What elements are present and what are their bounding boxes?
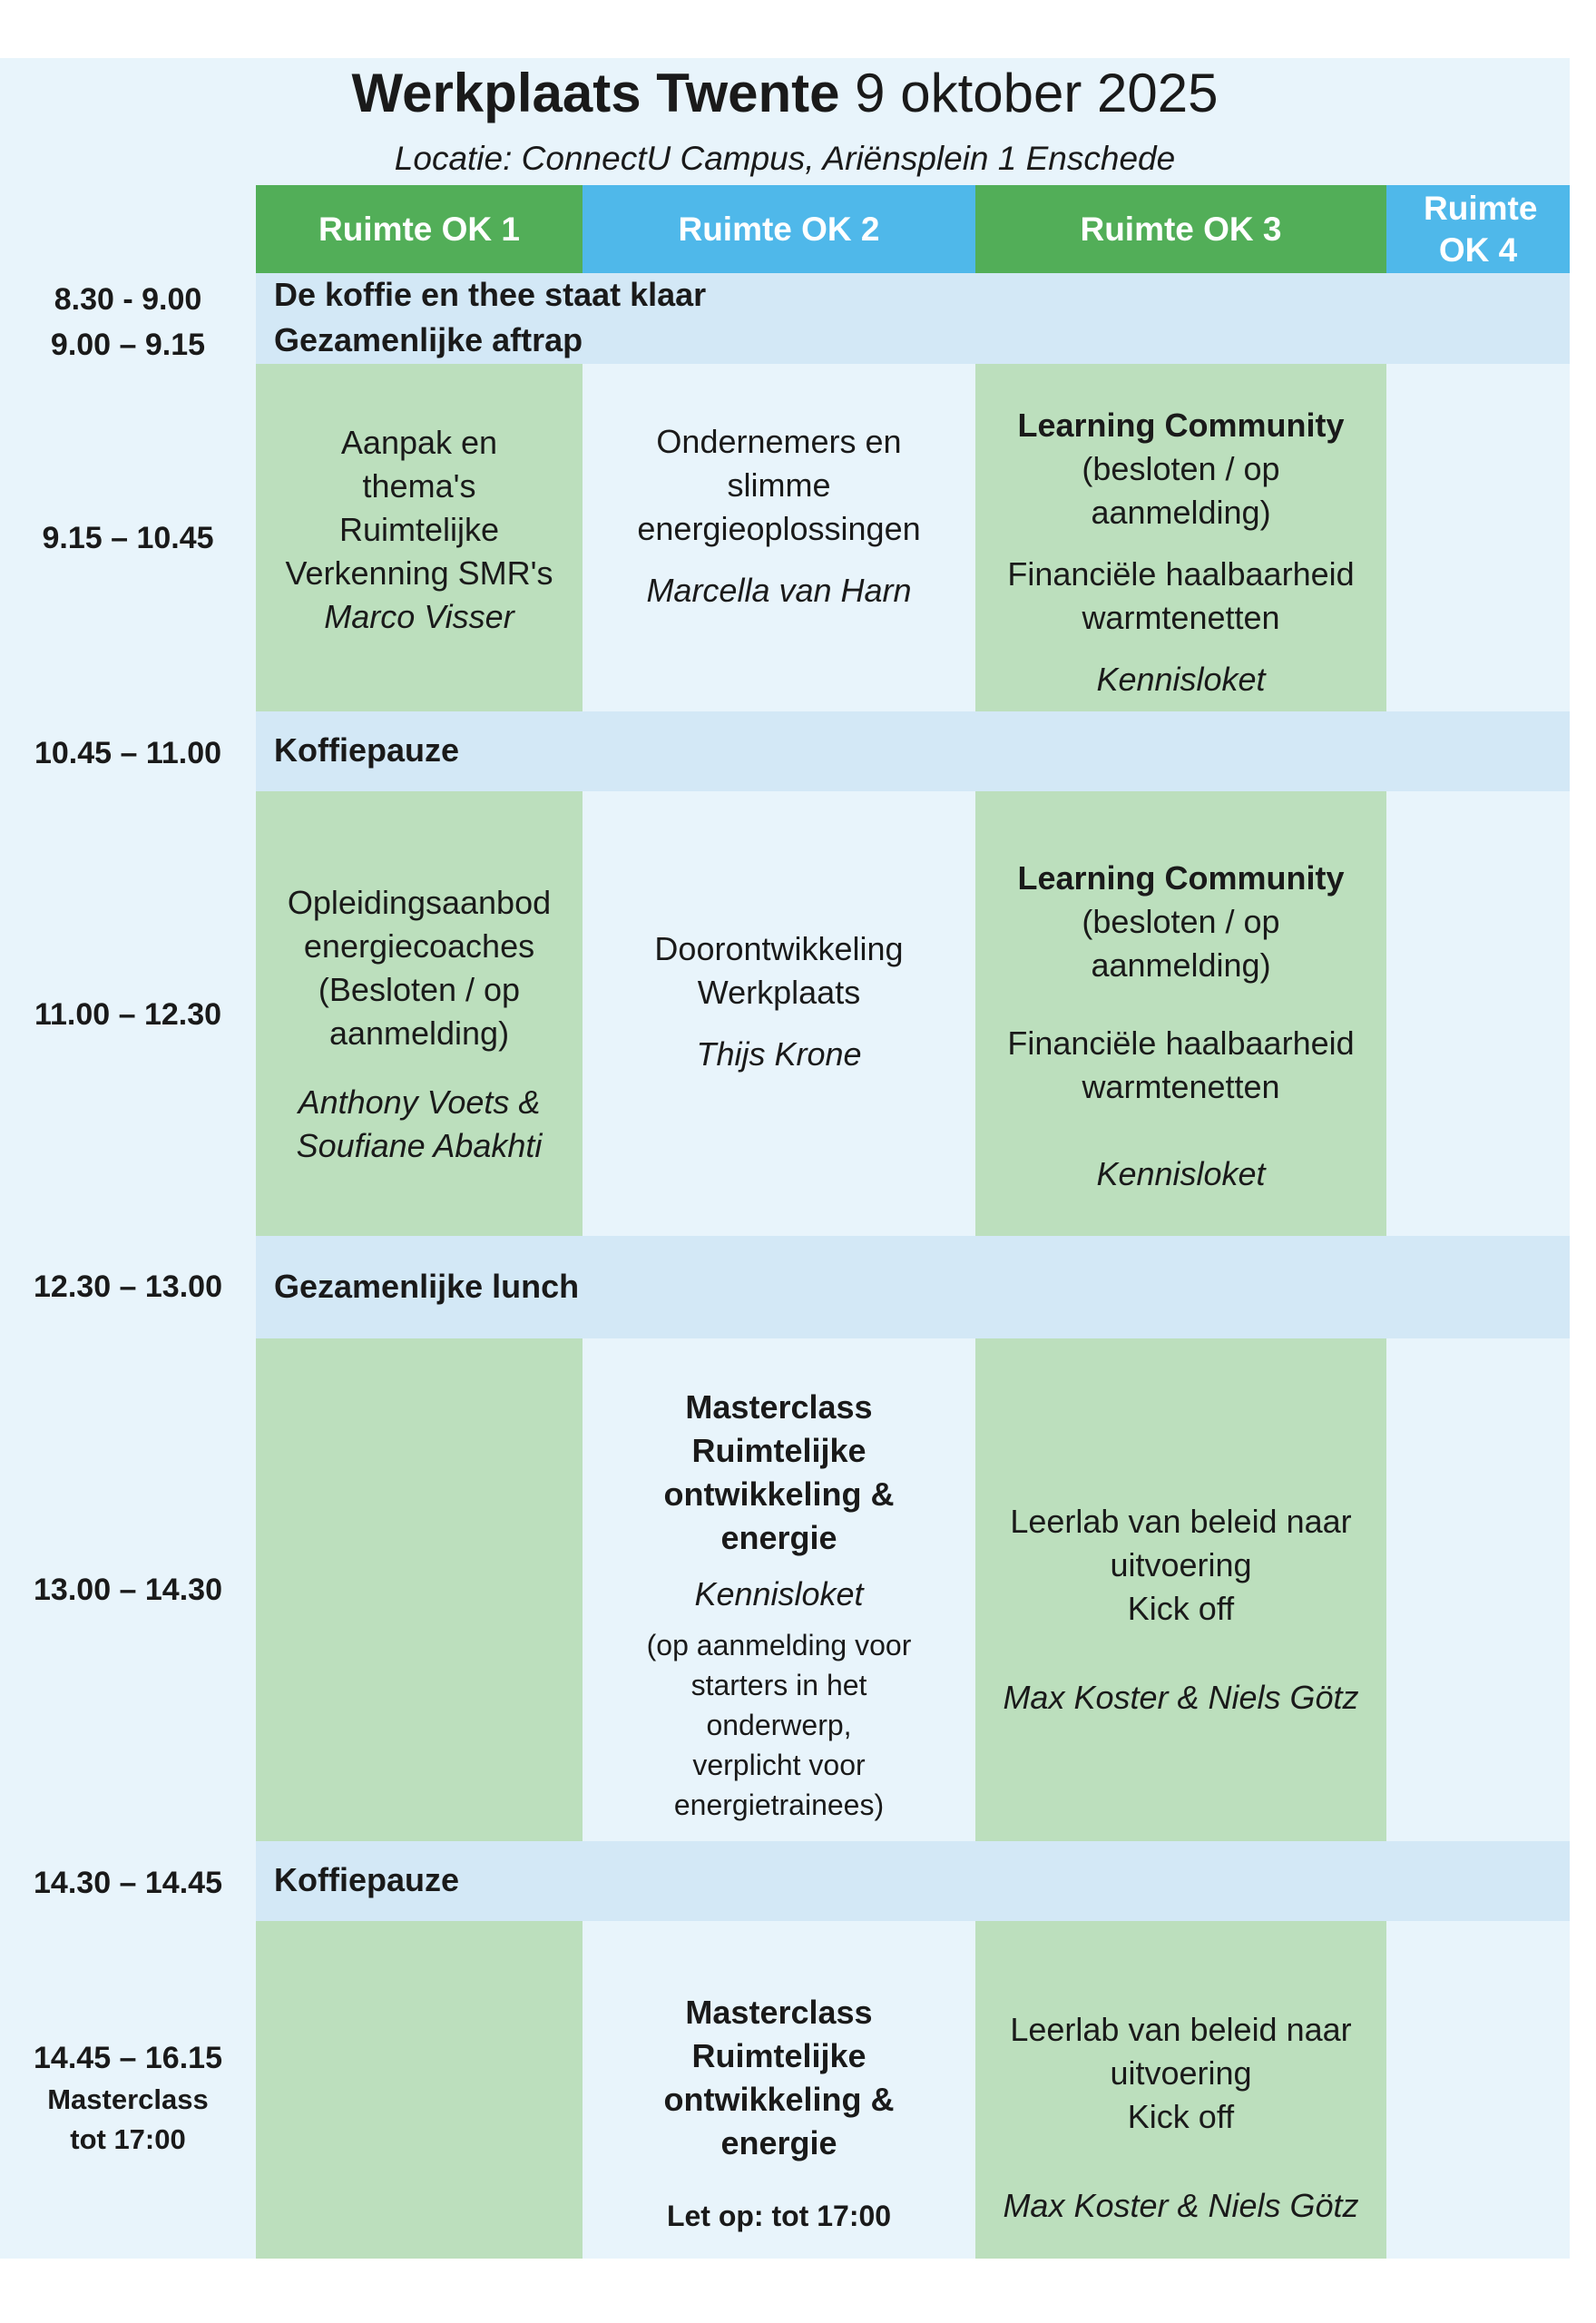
- room-header-ok4: Ruimte OK 4: [1386, 185, 1570, 273]
- title-date: 9 oktober 2025: [839, 63, 1219, 123]
- time-slot: 9.15 – 10.45: [42, 521, 214, 555]
- room-header-ok3: Ruimte OK 3: [975, 185, 1386, 273]
- session-text: Kick off: [1127, 1590, 1235, 1627]
- session3-ok3: [975, 1483, 1386, 1737]
- session-text: aanmelding): [1091, 946, 1271, 984]
- session-title: Ruimtelijke: [691, 1432, 867, 1469]
- session-text: Aanpak en: [340, 424, 498, 461]
- session-text: Verkenning SMR's: [285, 554, 553, 592]
- session-text: slimme: [727, 466, 831, 504]
- speaker: Kennisloket: [694, 1575, 864, 1612]
- session2-ok3: [975, 840, 1386, 1212]
- session4-ok3: [975, 1991, 1386, 2245]
- time-slot: 14.45 – 16.15: [34, 2041, 222, 2075]
- session-title: ontwikkeling &: [663, 1475, 895, 1513]
- speaker: Thijs Krone: [696, 1035, 862, 1073]
- band-coffee-text: De koffie en thee staat klaar: [274, 276, 707, 313]
- session-text: Kick off: [1127, 2098, 1235, 2135]
- session-text: uitvoering: [1110, 2054, 1252, 2092]
- session-text: Leerlab van beleid naar: [1010, 2011, 1352, 2048]
- session-title: ontwikkeling &: [663, 2081, 895, 2118]
- session-note: starters in het: [690, 1669, 867, 1701]
- time-note: tot 17:00: [70, 2123, 186, 2155]
- schedule-page: [0, 58, 1570, 2259]
- session-text: Ondernemers en: [656, 423, 902, 460]
- session-text: aanmelding): [328, 1014, 510, 1052]
- speaker: Kennisloket: [1096, 661, 1266, 698]
- speaker: Anthony Voets &: [298, 1083, 541, 1121]
- session3-ok2: [583, 1378, 975, 1832]
- session-note: (op aanmelding voor: [646, 1629, 912, 1661]
- session-title: energie: [720, 2124, 837, 2161]
- session-note: onderwerp,: [706, 1709, 852, 1741]
- band-kickoff-text: Gezamenlijke aftrap: [274, 321, 583, 358]
- session-text: (besloten / op: [1082, 903, 1280, 940]
- session-note: energietrainees): [673, 1789, 885, 1821]
- session-text: Doorontwikkeling: [654, 930, 904, 967]
- time-slot: 13.00 – 14.30: [34, 1573, 222, 1607]
- location-subtitle: Locatie: ConnectU Campus, Ariënsplein 1 Enschede: [394, 140, 1176, 177]
- session4-ok2: [583, 1973, 975, 2254]
- session-text: (Besloten / op: [318, 971, 521, 1008]
- session-title: Masterclass: [685, 1388, 873, 1426]
- session-title: Masterclass: [685, 1994, 873, 2031]
- session-text: warmtenetten: [1082, 1068, 1280, 1105]
- session-text: Opleidingsaanbod: [287, 884, 552, 921]
- session-text: energieoplossingen: [637, 510, 921, 547]
- session-note: verplicht voor: [692, 1749, 866, 1781]
- time-note: Masterclass: [47, 2083, 209, 2115]
- page-title: [0, 62, 1570, 124]
- session-note: Let op: tot 17:00: [666, 2200, 892, 2232]
- band-lunch-text: Gezamenlijke lunch: [274, 1268, 580, 1305]
- title-bold: Werkplaats Twente: [351, 63, 840, 123]
- time-slot: 14.30 – 14.45: [34, 1866, 222, 1900]
- session-text: warmtenetten: [1082, 599, 1280, 636]
- session-title: energie: [720, 1519, 837, 1556]
- session-title: Learning Community: [1017, 859, 1345, 897]
- session-text: Ruimtelijke: [338, 511, 500, 548]
- session-text: Werkplaats: [697, 974, 861, 1011]
- session1-ok1: [256, 421, 583, 639]
- session-text: Financiële haalbaarheid: [1007, 1024, 1355, 1062]
- band-break1-text: Koffiepauze: [274, 731, 460, 769]
- speaker: Kennisloket: [1096, 1155, 1266, 1192]
- session-text: (besloten / op: [1082, 450, 1280, 487]
- session-text: energiecoaches: [303, 927, 535, 965]
- session1-ok3: [975, 394, 1386, 711]
- session-text: Leerlab van beleid naar: [1010, 1503, 1352, 1540]
- band-break2-text: Koffiepauze: [274, 1861, 460, 1898]
- session-title: Learning Community: [1017, 407, 1345, 444]
- session1-ok2: [583, 412, 975, 621]
- session-text: thema's: [362, 467, 476, 505]
- time-slot: 10.45 – 11.00: [34, 736, 222, 770]
- session2-ok2: [583, 911, 975, 1093]
- session2-ok1: [256, 866, 583, 1183]
- speaker: Max Koster & Niels Götz: [1003, 2187, 1359, 2224]
- session-text: uitvoering: [1110, 1546, 1252, 1583]
- speaker: Marco Visser: [324, 598, 514, 635]
- time-slot: 9.00 – 9.15: [50, 328, 206, 362]
- time-slot: 8.30 - 9.00: [54, 282, 202, 317]
- time-slot: 12.30 – 13.00: [34, 1269, 222, 1304]
- time-slot: 11.00 – 12.30: [34, 997, 222, 1032]
- room-header-ok2: Ruimte OK 2: [583, 185, 975, 273]
- session-text: Financiële haalbaarheid: [1007, 555, 1355, 593]
- speaker: Soufiane Abakhti: [296, 1127, 543, 1164]
- session-title: Ruimtelijke: [691, 2037, 867, 2074]
- speaker: Marcella van Harn: [646, 572, 912, 609]
- session-text: aanmelding): [1091, 494, 1271, 531]
- room-header-ok1: Ruimte OK 1: [256, 185, 583, 273]
- speaker: Max Koster & Niels Götz: [1003, 1679, 1359, 1716]
